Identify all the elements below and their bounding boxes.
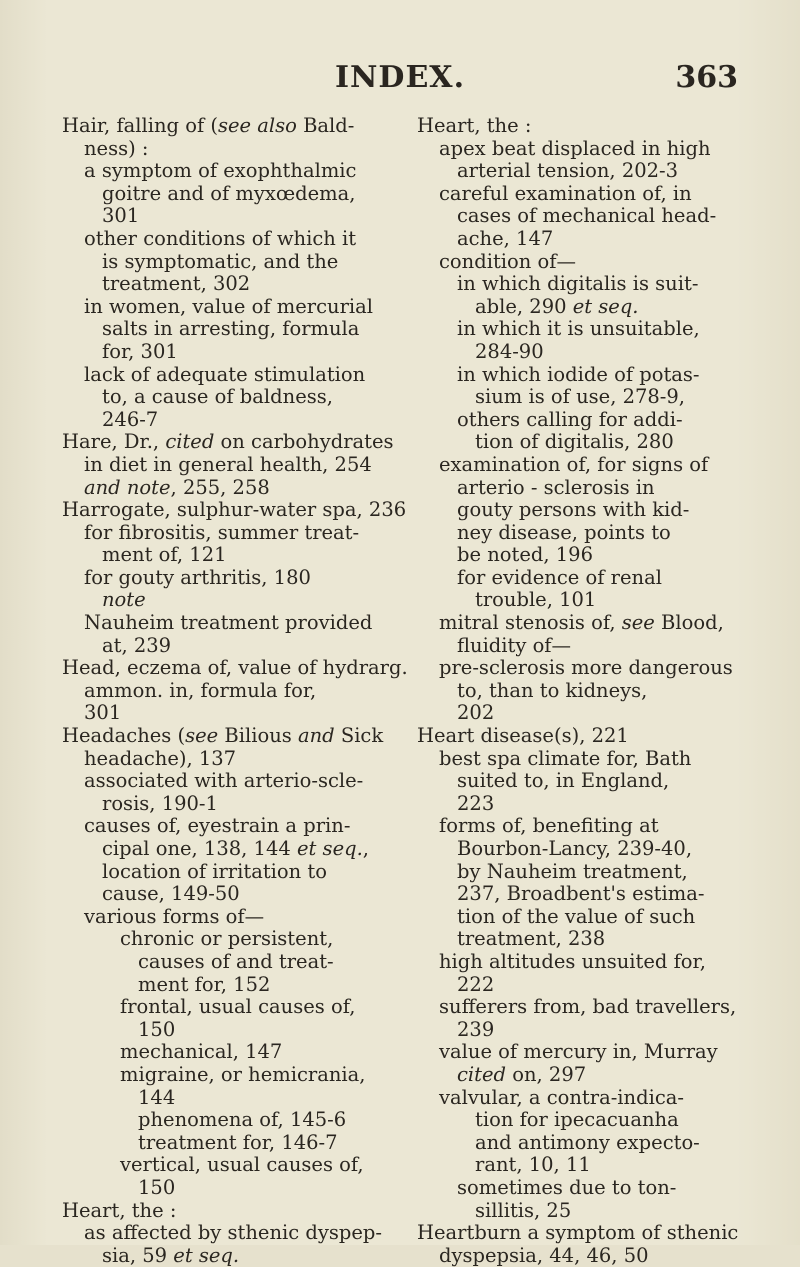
- index-text: rant, 10, 11: [475, 1153, 591, 1177]
- index-text: at, 239: [102, 633, 172, 657]
- index-line: [417, 409, 739, 432]
- index-line: [417, 770, 739, 793]
- index-line: [62, 1087, 404, 1110]
- index-line: [62, 996, 404, 1019]
- index-line: [417, 996, 739, 1019]
- index-line: [417, 680, 739, 703]
- index-text: cipal one, 138, 144: [102, 837, 297, 860]
- index-text: ney disease, points to: [457, 520, 671, 544]
- index-text: sometimes due to ton-: [457, 1175, 677, 1199]
- index-text: cause, 149-50: [102, 882, 240, 906]
- index-column-left: [62, 114, 408, 1267]
- index-line: [62, 1064, 404, 1087]
- index-line: [417, 974, 739, 997]
- index-text: treatment, 238: [457, 927, 606, 951]
- index-text: Headaches (: [62, 724, 186, 748]
- index-text: as affected by sthenic dyspep-: [84, 1221, 382, 1245]
- index-line: [62, 1041, 404, 1064]
- index-line: [62, 431, 404, 454]
- index-line: [417, 1109, 739, 1132]
- index-text: arterial tension, 202-3: [457, 159, 679, 183]
- index-text: 150: [138, 1017, 176, 1041]
- index-text: Hare, Dr.,: [62, 430, 166, 454]
- index-text: treatment for, 146-7: [138, 1130, 338, 1154]
- index-text: phenomena of, 145-6: [138, 1108, 347, 1132]
- index-italic-text: see also: [218, 114, 297, 137]
- index-line: [62, 567, 404, 590]
- index-text: , 255, 258: [170, 475, 270, 499]
- index-text: for gouty arthritis, 180: [84, 565, 311, 589]
- index-text: Hair, falling of (: [62, 114, 218, 137]
- index-text: migraine, or hemicrania,: [120, 1062, 366, 1086]
- index-text: be noted, 196: [457, 543, 593, 567]
- index-text: Heart, the :: [417, 114, 532, 137]
- index-line: [417, 951, 739, 974]
- index-line: [417, 883, 739, 906]
- index-text: Bald-: [296, 114, 355, 137]
- index-italic-text: and: [297, 724, 335, 748]
- index-text: cases of mechanical head-: [457, 204, 717, 228]
- index-text: ,: [362, 837, 369, 860]
- index-line: [417, 589, 739, 612]
- index-text: 239: [457, 1017, 495, 1041]
- index-line: [417, 228, 739, 251]
- index-text: mechanical, 147: [120, 1040, 283, 1064]
- index-text: careful examination of, in: [439, 181, 692, 205]
- index-line: [62, 793, 404, 816]
- index-text: headache), 137: [84, 746, 237, 770]
- index-text: 202: [457, 701, 495, 725]
- index-line: [417, 296, 739, 319]
- index-text: Bilious: [218, 724, 298, 748]
- index-italic-text: and note: [84, 475, 171, 499]
- page-header: [0, 60, 800, 100]
- index-line: [62, 544, 404, 567]
- index-text: in which it is unsuitable,: [457, 317, 700, 341]
- index-line: [417, 793, 739, 816]
- index-text: dyspepsia, 44, 46, 50: [439, 1243, 649, 1267]
- index-text: chronic or persistent,: [120, 927, 334, 951]
- index-text: various forms of—: [84, 904, 265, 928]
- index-line: [62, 1132, 404, 1155]
- index-line: [417, 251, 739, 274]
- index-line: [62, 160, 404, 183]
- index-text: tion for ipecacuanha: [475, 1108, 679, 1132]
- index-line: [62, 680, 404, 703]
- index-line: [417, 1041, 739, 1064]
- index-line: [417, 748, 739, 771]
- index-line: [62, 883, 404, 906]
- index-text: value of mercury in, Murray: [439, 1040, 718, 1064]
- index-text: rosis, 190-1: [102, 791, 218, 815]
- index-text: 284-90: [475, 339, 544, 363]
- index-text: on, 297: [506, 1062, 587, 1086]
- index-line: [417, 273, 739, 296]
- index-line: [417, 454, 739, 477]
- index-text: high altitudes unsuited for,: [439, 949, 706, 973]
- index-text: to, a cause of baldness,: [102, 385, 333, 409]
- index-line: [62, 589, 404, 612]
- index-line: [417, 477, 739, 500]
- index-line: [62, 318, 404, 341]
- index-line: [417, 1245, 739, 1267]
- index-line: [417, 928, 739, 951]
- index-line: [417, 1064, 739, 1087]
- index-line: [417, 702, 739, 725]
- index-text: examination of, for signs of: [439, 452, 709, 476]
- index-text: Bourbon-Lancy, 239-40,: [457, 837, 693, 860]
- index-text: in women, value of mercurial: [84, 294, 373, 318]
- index-text: associated with arterio-scle-: [84, 769, 364, 793]
- index-text: for evidence of renal: [457, 565, 662, 589]
- index-text: ness) :: [84, 136, 149, 160]
- index-text: ment of, 121: [102, 543, 227, 567]
- index-text: sufferers from, bad travellers,: [439, 995, 737, 1019]
- index-text: 144: [138, 1085, 176, 1109]
- index-line: [417, 183, 739, 206]
- index-text: causes of, eyestrain a prin-: [84, 814, 351, 838]
- index-line: [62, 251, 404, 274]
- index-text: forms of, benefiting at: [439, 814, 659, 838]
- index-italic-text: see: [185, 724, 219, 748]
- index-line: [62, 138, 404, 161]
- index-line: [62, 1019, 404, 1042]
- index-line: [417, 635, 739, 658]
- index-text: salts in arresting, formula: [102, 317, 360, 341]
- index-text: 246-7: [102, 407, 159, 431]
- index-line: [417, 838, 739, 861]
- index-text: 223: [457, 791, 495, 815]
- index-line: [417, 1019, 739, 1042]
- index-italic-text: cited: [165, 430, 215, 454]
- index-text: ammon. in, formula for,: [84, 678, 317, 702]
- index-line: [62, 341, 404, 364]
- index-text: 301: [102, 204, 140, 228]
- index-line: [417, 612, 739, 635]
- index-text: Blood,: [654, 611, 724, 635]
- index-line: [62, 838, 404, 861]
- index-text: Head, eczema of, value of hydrarg.: [62, 656, 408, 680]
- index-text: on carbohydrates: [214, 430, 394, 454]
- index-text: for, 301: [102, 339, 178, 363]
- index-line: [62, 273, 404, 296]
- index-line: [62, 748, 404, 771]
- index-line: [62, 228, 404, 251]
- index-line: [417, 386, 739, 409]
- index-line: [62, 1154, 404, 1177]
- index-text: Sick: [334, 724, 384, 748]
- index-text: 150: [138, 1175, 176, 1199]
- index-text: sillitis, 25: [475, 1198, 572, 1222]
- index-line: [417, 1132, 739, 1155]
- index-line: [62, 1177, 404, 1200]
- index-text: suited to, in England,: [457, 769, 670, 793]
- index-line: [62, 1200, 404, 1223]
- index-text: sia, 59: [102, 1243, 174, 1267]
- index-text: condition of—: [439, 249, 576, 273]
- index-line: [417, 906, 739, 929]
- index-line: [62, 364, 404, 387]
- index-text: for fibrositis, summer treat-: [84, 520, 360, 544]
- index-line: [417, 815, 739, 838]
- index-text: a symptom of exophthalmic: [84, 159, 357, 183]
- index-line: [62, 928, 404, 951]
- index-text: Heartburn a symptom of sthenic: [417, 1221, 739, 1245]
- index-line: [62, 770, 404, 793]
- index-line: [417, 1222, 739, 1245]
- index-line: [417, 138, 739, 161]
- index-text: in diet in general health, 254: [84, 452, 372, 476]
- index-text: vertical, usual causes of,: [120, 1153, 364, 1177]
- index-line: [62, 656, 408, 680]
- index-line: [62, 296, 404, 319]
- index-line: [417, 205, 739, 228]
- index-line: [417, 431, 739, 454]
- index-text: ment for, 152: [138, 972, 271, 996]
- index-text: 301: [84, 701, 122, 725]
- index-line: [62, 1109, 404, 1132]
- index-italic-text: cited: [457, 1062, 507, 1086]
- index-line: [62, 498, 407, 522]
- index-line: [62, 635, 404, 658]
- index-text: Harrogate, sulphur-water spa, 236: [62, 498, 407, 522]
- index-line: [62, 1222, 404, 1245]
- index-text: lack of adequate stimulation: [84, 362, 366, 386]
- index-line: [417, 1177, 739, 1200]
- index-column-right: [417, 115, 739, 1267]
- index-text: trouble, 101: [475, 588, 597, 612]
- index-text: location of irritation to: [102, 859, 327, 883]
- index-line: [62, 115, 404, 138]
- index-line: [417, 657, 739, 680]
- index-text: is symptomatic, and the: [102, 249, 339, 273]
- index-line: [62, 454, 404, 477]
- index-line: [62, 861, 404, 884]
- index-text: gouty persons with kid-: [457, 498, 690, 522]
- index-text: able, 290: [475, 294, 573, 318]
- index-line: [417, 725, 739, 748]
- index-line: [417, 522, 739, 545]
- index-text: 222: [457, 972, 495, 996]
- index-line: [417, 341, 739, 364]
- index-text: treatment, 302: [102, 272, 251, 296]
- index-text: and antimony expecto-: [475, 1130, 700, 1154]
- index-italic-text: et seq.: [173, 1243, 240, 1267]
- index-line: [62, 522, 404, 545]
- index-text: mitral stenosis of,: [439, 611, 622, 635]
- index-text: arterio - sclerosis in: [457, 475, 655, 499]
- index-text: ache, 147: [457, 226, 554, 250]
- index-text: other conditions of which it: [84, 226, 357, 250]
- index-text: Nauheim treatment provided: [84, 611, 373, 635]
- index-text: in which iodide of potas-: [457, 362, 700, 386]
- index-text: fluidity of—: [457, 633, 572, 657]
- index-text: to, than to kidneys,: [457, 678, 648, 702]
- index-text: goitre and of myxœdema,: [102, 181, 356, 205]
- index-text: tion of digitalis, 280: [475, 430, 674, 454]
- index-italic-text: et seq.: [572, 294, 639, 318]
- index-text: 237, Broadbent's estima-: [457, 882, 705, 906]
- index-line: [417, 544, 739, 567]
- index-line: [62, 409, 404, 432]
- index-line: [417, 1200, 739, 1223]
- index-text: sium is of use, 278-9,: [475, 385, 686, 409]
- index-text: pre-sclerosis more dangerous: [439, 656, 733, 680]
- index-line: [62, 725, 404, 748]
- index-line: [62, 974, 404, 997]
- index-text: valvular, a contra-indica-: [439, 1085, 684, 1109]
- index-text: Heart, the :: [62, 1198, 177, 1222]
- index-line: [417, 1154, 739, 1177]
- index-text: others calling for addi-: [457, 407, 683, 431]
- index-line: [417, 318, 739, 341]
- index-italic-text: et seq.: [296, 837, 363, 860]
- index-line: [417, 115, 739, 138]
- index-line: [62, 1245, 404, 1267]
- index-line: [62, 477, 404, 500]
- index-text: in which digitalis is suit-: [457, 272, 699, 296]
- index-line: [62, 702, 404, 725]
- index-line: [417, 499, 739, 522]
- index-line: [417, 364, 739, 387]
- index-text: by Nauheim treatment,: [457, 859, 688, 883]
- index-line: [62, 815, 404, 838]
- index-line: [62, 951, 404, 974]
- page-title: INDEX.: [334, 60, 466, 95]
- index-line: [417, 567, 739, 590]
- index-text: causes of and treat-: [138, 949, 334, 973]
- index-line: [417, 861, 739, 884]
- index-line: [62, 386, 404, 409]
- index-line: [62, 205, 404, 228]
- page-number: 363: [675, 60, 738, 95]
- index-italic-text: see: [621, 611, 655, 635]
- index-line: [417, 160, 739, 183]
- index-text: frontal, usual causes of,: [120, 995, 356, 1019]
- index-line: [417, 1087, 739, 1110]
- index-text: apex beat displaced in high: [439, 136, 711, 160]
- index-text: best spa climate for, Bath: [439, 746, 692, 770]
- index-text: Heart disease(s), 221: [417, 724, 629, 748]
- index-italic-text: note: [102, 588, 146, 612]
- index-line: [62, 906, 404, 929]
- index-text: tion of the value of such: [457, 904, 696, 928]
- index-line: [62, 183, 404, 206]
- index-line: [62, 612, 404, 635]
